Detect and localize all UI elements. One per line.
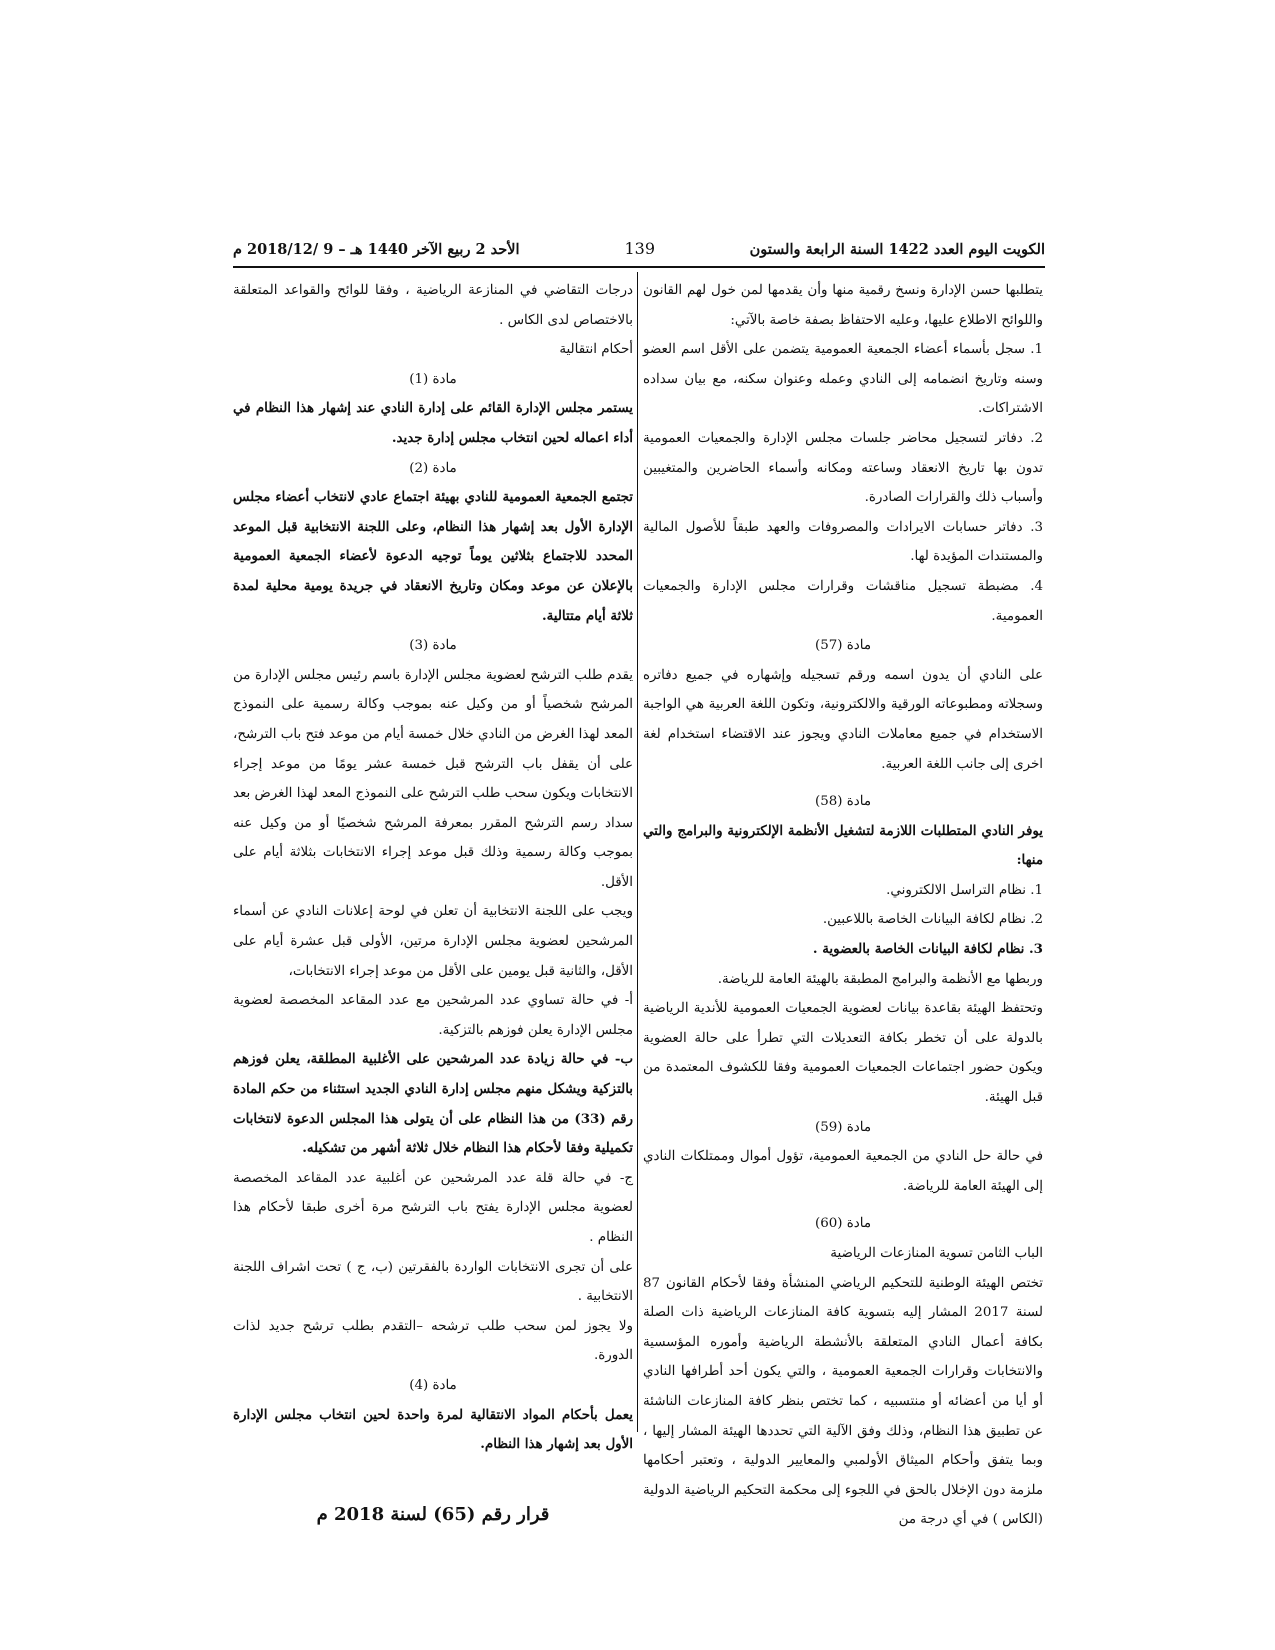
column-divider: [637, 272, 638, 1432]
article-heading: مادة (2): [409, 460, 457, 476]
paragraph: على النادي أن يدون اسمه ورقم تسجيله وإشهاره في جميع دفاتره وسجلاته ومطبوعاته الورقية والالكترونية، وتكون اللغة العربية هي الواجبة الاستخدام في جميع معاملات النادي ويجوز عند الاقتضاء استخدام لغة اخرى إلى جانب اللغة العربية.: [643, 667, 1043, 772]
article-heading: مادة (59): [815, 1119, 871, 1135]
article-heading: مادة (3): [409, 638, 457, 654]
article-heading: مادة (4): [409, 1377, 457, 1393]
paragraph: على أن تجرى الانتخابات الواردة بالفقرتين (ب، ج ) تحت اشراف اللجنة الانتخابية .: [233, 1259, 633, 1305]
paragraph: يستمر مجلس الإدارة القائم على إدارة النادي عند إشهار هذا النظام في أداء اعماله لحين انتخاب مجلس إدارة جديد.: [233, 400, 633, 446]
right-column: [643, 276, 1043, 1535]
list-item: ب- في حالة زيادة عدد المرشحين على الأغلبية المطلقة، يعلن فوزهم بالتزكية ويشكل منهم مجلس إدارة النادي الجديد استثناء من حكم المادة رقم (33) من هذا النظام على أن يتولى هذا المجلس الدعوة لانتخابات تكميلية وفقا لأحكام هذا النظام خلال ثلاثة أشهر من تشكيله.: [233, 1051, 634, 1157]
article-heading: مادة (60): [815, 1216, 871, 1232]
paragraph: وتحتفظ الهيئة بقاعدة بيانات لعضوية الجمعيات العمومية للأندية الرياضية بالدولة على أن تخطر بكافة التعديلات التي تطرأ على حالة العضوية ويكون حضور اجتماعات الجمعيات العمومية وفقا للكشوف المعتمدة من قبل الهيئة.: [643, 1001, 1043, 1106]
section-heading: الباب الثامن تسوية المنازعات الرياضية: [830, 1246, 1043, 1261]
header-page-number: 139: [624, 239, 655, 258]
list-item: ج- في حالة قلة عدد المرشحين عن أغلبية عدد المقاعد المخصصة لعضوية مجلس الإدارة يفتح باب الترشح مرة أخرى طبقا لأحكام هذا النظام .: [233, 1170, 633, 1245]
paragraph: وربطها مع الأنظمة والبرامج المطبقة بالهيئة العامة للرياضة.: [717, 971, 1043, 987]
list-item: 1. نظام التراسل الالكتروني.: [886, 882, 1043, 898]
article-heading: مادة (1): [409, 371, 457, 387]
paragraph: يقدم طلب الترشح لعضوية مجلس الإدارة باسم رئيس مجلس الإدارة من المرشح شخصياً أو من وكيل عنه بموجب وكالة رسمية على النموذج المعد لهذا الغرض من النادي خلال خمسة أيام من موعد فتح باب الترشح، على أن يقفل باب الترشح قبل خمسة عشر يومًا من موعد إجراء الانتخابات ويكون سحب طلب الترشح على النموذج المعد لهذا الغرض بعد سداد رسم الترشح المقرر بمعرفة المرشح شخصيًا أو من وكيل عنه بموجب وكالة رسمية وذلك قبل موعد إجراء الانتخابات بثلاثة أيام على الأقل.: [233, 667, 634, 890]
paragraph: تختص الهيئة الوطنية للتحكيم الرياضي المنشأة وفقا لأحكام القانون 87 لسنة 2017 المشار إليه بتسوية كافة المنازعات الرياضية ذات الصلة بكافة أعمال النادي المتعلقة بالأنشطة الرياضية وأموره المؤسسية والانتخابات وقرارات الجمعية العمومية ، والتي يكون أحد أطرافها النادي أو أيا من أعضائه أو منتسبيه ، كما تختص بنظر كافة المنازعات الناشئة عن تطبيق هذا النظام، وذلك وفق الآلية التي تحددها الهيئة المشار إليها ، وبما يتفق وأحكام الميثاق الأولمبي والمعايير الدولية ، وتعتبر أحكامها ملزمة دون الإخلال بالحق في اللجوء إلى محكمة التحكيم الرياضية الدولية (الكاس ) في أي درجة من: [643, 1275, 1043, 1528]
list-item: 4. مضبطة تسجيل مناقشات وقرارات مجلس الإدارة والجمعيات العمومية.: [643, 578, 1043, 624]
paragraph: درجات التقاضي في المنازعة الرياضية ، وفقا للوائح والقواعد المتعلقة بالاختصاص لدى الكاس .: [233, 283, 633, 328]
paragraph: يعمل بأحكام المواد الانتقالية لمرة واحدة لحين انتخاب مجلس الإدارة الأول بعد إشهار هذا النظام.: [233, 1406, 633, 1453]
header-rule: [233, 266, 1045, 268]
section-heading: أحكام انتقالية: [559, 342, 633, 358]
header-date: الأحد 2 ربيع الآخر 1440 هـ – 9 /2018/12 م: [233, 241, 520, 258]
left-column: [233, 276, 633, 1529]
header-gazette-issue: الكويت اليوم العدد 1422 السنة الرابعة والستون: [749, 241, 1045, 258]
list-item: 3. دفاتر حسابات الايرادات والمصروفات والعهد طبقاً للأصول المالية والمستندات المؤيدة لها.: [643, 519, 1043, 565]
paragraph: ويجب على اللجنة الانتخابية أن تعلن في لوحة إعلانات النادي عن أسماء المرشحين لعضوية مجلس الإدارة مرتين، الأولى قبل عشرة أيام على الأقل، والثانية قبل يومين على الأقل من موعد إجراء الانتخابات،: [233, 904, 633, 979]
page-header: [233, 237, 1045, 267]
paragraph: يتطلبها حسن الإدارة ونسخ رقمية منها وأن يقدمها لمن خول لهم القانون واللوائح الاطلاع عليها، وعليه الاحتفاظ بصفة خاصة بالآتي:: [643, 283, 1043, 328]
list-item: 2. نظام لكافة البيانات الخاصة باللاعبين.: [822, 912, 1043, 928]
list-item: 3. نظام لكافة البيانات الخاصة بالعضوية .: [812, 941, 1043, 958]
paragraph: يوفر النادي المتطلبات اللازمة لتشغيل الأنظمة الإلكترونية والبرامج والتي منها:: [643, 822, 1043, 869]
list-item: 1. سجل بأسماء أعضاء الجمعية العمومية يتضمن على الأقل اسم العضو وسنه وتاريخ انضمامه إلى النادي وعمله وعنوان سكنه، مع بيان سداده الاشتراكات.: [643, 342, 1043, 417]
list-item: أ- في حالة تساوي عدد المرشحين مع عدد المقاعد المخصصة لعضوية مجلس الإدارة يعلن فوزهم بالتزكية.: [233, 993, 633, 1038]
list-item: 2. دفاتر لتسجيل محاضر جلسات مجلس الإدارة والجمعيات العمومية تدون بها تاريخ الانعقاد وساعته ومكانه وأسماء الحاضرين والمتغيبين وأسباب ذلك والقرارات الصادرة.: [643, 430, 1043, 506]
article-heading: مادة (57): [815, 638, 871, 654]
paragraph: ولا يجوز لمن سحب طلب ترشحه –التقدم بطلب ترشح جديد لذات الدورة.: [233, 1318, 633, 1364]
decision-title: قرار رقم (65) لسنة 2018 م: [316, 1503, 550, 1525]
paragraph: تجتمع الجمعية العمومية للنادي بهيئة اجتماع عادي لانتخاب أعضاء مجلس الإدارة الأول بعد إشهار هذا النظام، وعلى اللجنة الانتخابية قبل الموعد المحدد للاجتماع بثلاثين يوماً توجيه الدعوة لأعضاء الجمعية العمومية بالإعلان عن موعد ومكان وتاريخ الانعقاد في جريدة يومية محلية لمدة ثلاثة أيام متتالية.: [233, 489, 633, 624]
article-heading: مادة (58): [815, 794, 871, 810]
paragraph: في حالة حل النادي من الجمعية العمومية، تؤول أموال وممتلكات النادي إلى الهيئة العامة للرياضة.: [643, 1149, 1043, 1194]
